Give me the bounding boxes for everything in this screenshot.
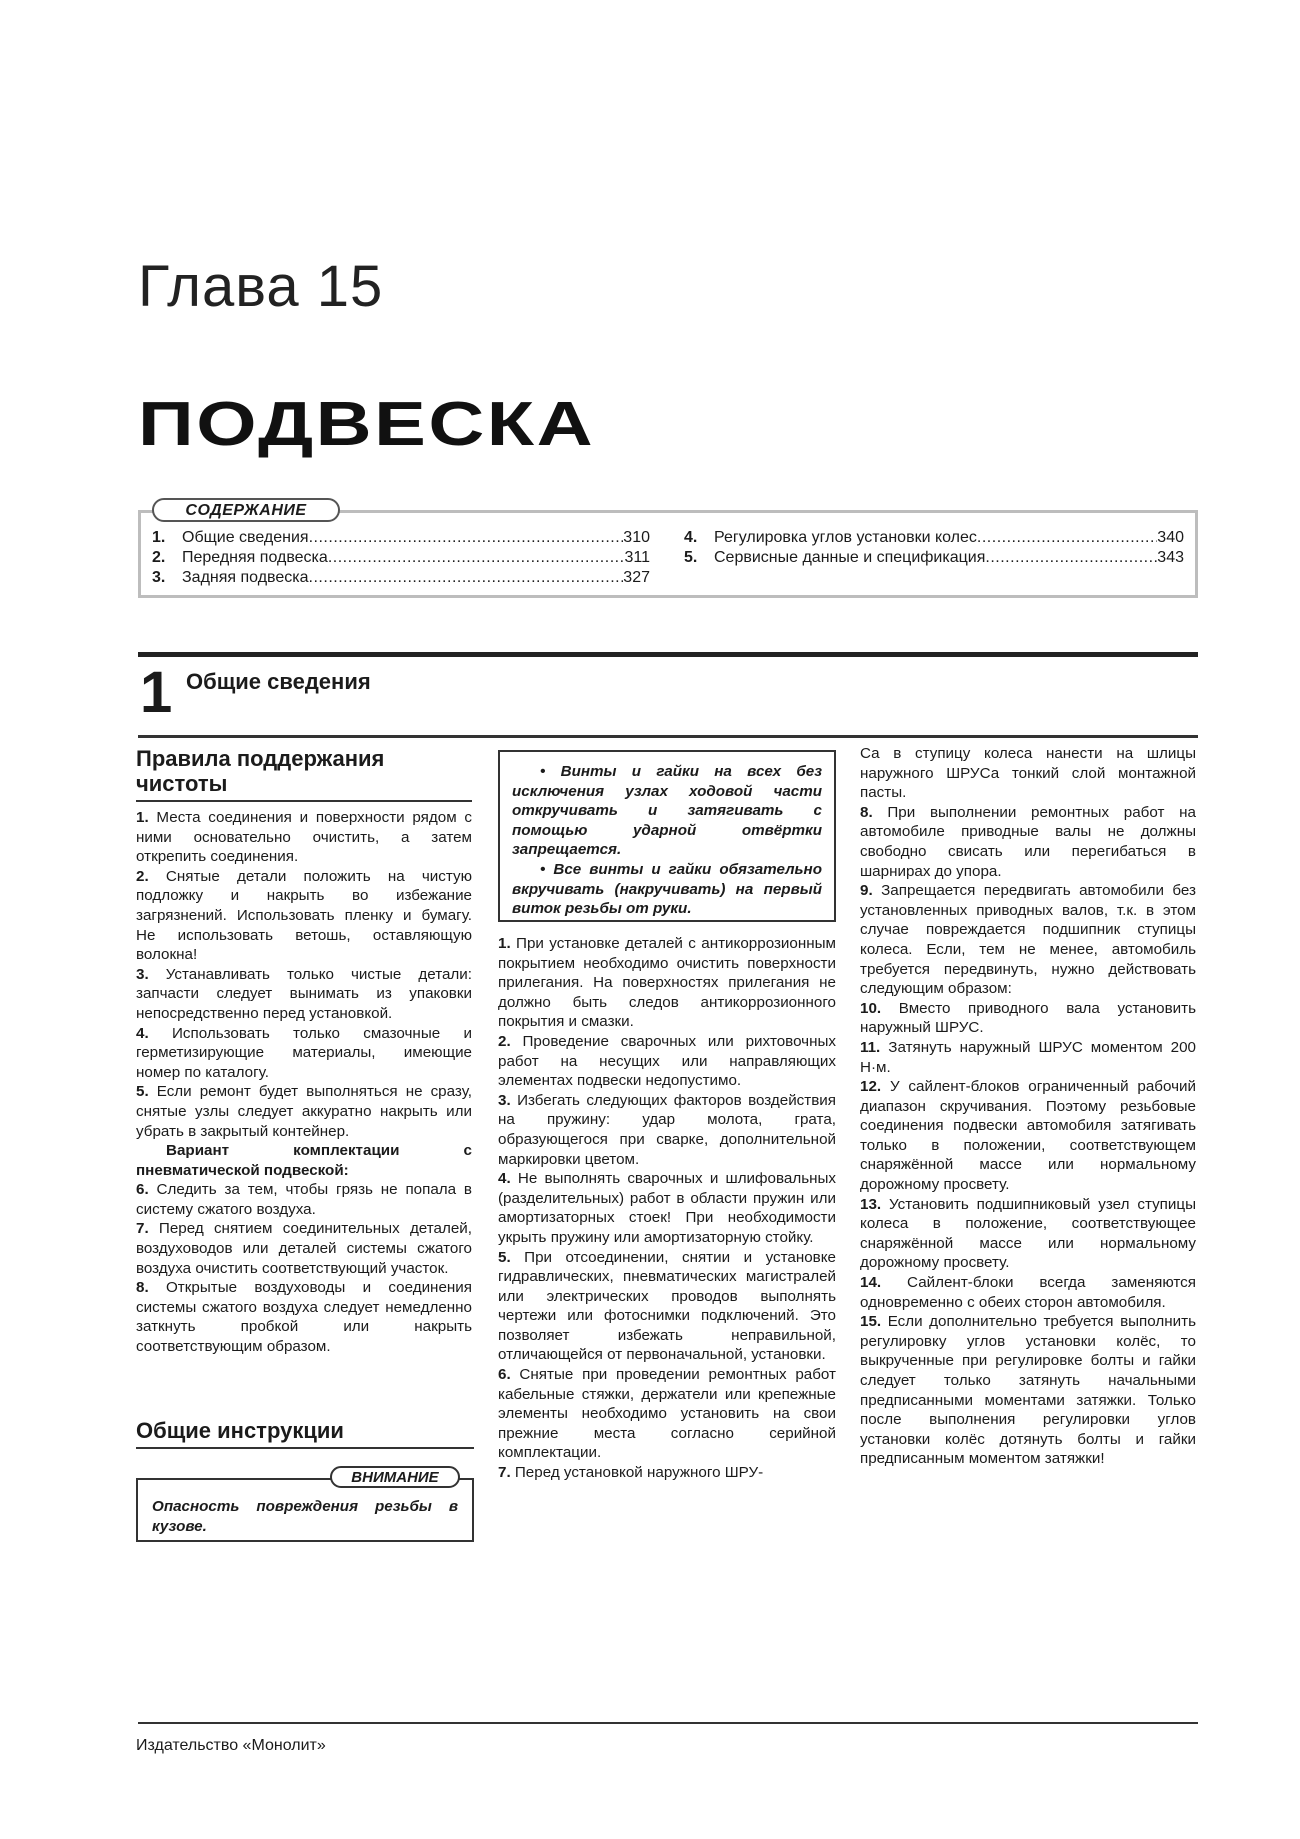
section-rule-bottom [138, 735, 1198, 738]
heading-cleanliness: Правила поддержания чистоты [136, 746, 385, 796]
paragraph: 10. Вместо приводного вала установить наружный ШРУС. [860, 999, 1196, 1037]
paragraph: 9. Запрещается передвигать автомобили без установленных приводных валов, т.к. в этом случае повреждается подшипник ступицы колеса. Если, тем не менее, автомобиль требуется передвинуть, нужно действовать следующим образом: [860, 882, 1196, 998]
paragraph: 1. При установке деталей с антикоррозионным покрытием необходимо очистить поверхности прилегания. На поверхностях прилегания не должно быть следов антикоррозионного покрытия и смазки. [498, 935, 836, 1031]
paragraph: 4. Использовать только смазочные и герметизирующие материалы, имеющие номер по каталогу. [136, 1024, 472, 1081]
toc-leader [985, 548, 1157, 568]
paragraph: 2. Снятые детали положить на чистую подложку и накрыть во избежание загрязнений. Использовать пленку и бумагу. Не использовать ветошь, оставляющую волокна! [136, 867, 472, 964]
section-number: 1 [140, 660, 173, 725]
toc-item: 3. Задняя подвеска ..... 327 [152, 568, 650, 588]
paragraph: 8. Открытые воздуховоды и соединения системы сжатого воздуха следует немедленно заткнуть пробкой или накрыть соответствующим образом. [136, 1279, 472, 1356]
paragraph: 13. Установить подшипниковый узел ступицы колеса в положение, соответствующее снаряжённой массе или нормальному дорожному просвету. [860, 1195, 1196, 1272]
chapter-label: Глава 15 [138, 254, 384, 319]
paragraph: 7. Перед снятием соединительных деталей, воздуховодов или деталей системы сжатого воздуха очистить соответствующий участок. [136, 1220, 472, 1277]
paragraph: 11. Затянуть наружный ШРУС моментом 200 Н·м. [860, 1038, 1196, 1076]
paragraph: 1. Места соединения и поверхности рядом с ними основательно очистить, а затем открепить соединения. [136, 809, 472, 866]
toc-column-left [152, 528, 650, 588]
toc-leader [328, 548, 625, 568]
toc-leader [309, 568, 624, 588]
warning-label: ВНИМАНИЕ [330, 1466, 460, 1488]
notice-bullet: • Винты и гайки на всех без исключения узлах ходовой части откручивать и затягивать с помощью ударной отвёртки запрещается. [512, 763, 822, 859]
paragraph: 12. У сайлент-блоков ограниченный рабочий диапазон скручивания. Поэтому резьбовые соединения подвески автомобиля затягивать только в положении, соответствующем снаряжённой массе или нормальному дорожному просвету. [860, 1078, 1196, 1194]
heading-underline [136, 800, 472, 802]
column-2 [498, 934, 836, 1483]
paragraph: 6. Снятые при проведении ремонтных работ кабельные стяжки, держатели или крепежные элементы необходимо установить на свои прежние места согласно серийной комплектации. [498, 1366, 836, 1462]
publisher-footer: Издательство «Монолит» [136, 1737, 326, 1754]
toc-label: СОДЕРЖАНИЕ [152, 498, 340, 522]
heading-underline [136, 1447, 474, 1449]
paragraph: 6. Следить за тем, чтобы грязь не попала в систему сжатого воздуха. [136, 1181, 472, 1218]
paragraph: 7. Перед установкой наружного ШРУ- [498, 1464, 764, 1482]
chapter-title: ПОДВЕСКА [138, 390, 596, 459]
section-title: Общие сведения [186, 669, 371, 694]
notice-bullet: • Все винты и гайки обязательно вкручивать (накручивать) на первый виток резьбы от руки. [512, 860, 822, 918]
paragraph: 5. При отсоединении, снятии и установке гидравлических, пневматических магистралей или электрических проводов выполнять чертежи или фотоснимки подключений. Это позволяет избежать неправильной, отличающейся от первоначальной, установки. [498, 1248, 836, 1364]
paragraph: 8. При выполнении ремонтных работ на автомобиле приводные валы не должны свободно свисать или перегибаться в шарнирах до упора. [860, 803, 1196, 880]
toc-column-right [684, 528, 1184, 568]
column-1 [136, 746, 472, 1357]
paragraph: 5. Если ремонт будет выполняться не сразу, снятые узлы следует аккуратно накрыть или убрать в закрытый контейнер. [136, 1083, 472, 1140]
warning-text: Опасность повреждения резьбы в кузове. [152, 1498, 458, 1535]
toc-item: 4. Регулировка углов установки колес ..... 340 [684, 528, 1184, 548]
section-rule-top [138, 652, 1198, 657]
toc-item: 1. Общие сведения ..... 310 [152, 528, 650, 548]
toc-leader [977, 528, 1157, 548]
toc-item: 5. Сервисные данные и спецификация ..... 343 [684, 548, 1184, 568]
paragraph: 15. Если дополнительно требуется выполнить регулировку углов установки колёс, то выкрученные при регулировке болты и гайки следует только затянуть начальными предписанными моментами затяжки. Только после выполнения регулировки углов установки колёс дотянуть болты и гайки предписанным моментом затяжки! [860, 1313, 1196, 1468]
column-3 [860, 744, 1196, 1469]
footer-rule [138, 1722, 1198, 1724]
paragraph: 14. Сайлент-блоки всегда заменяются одновременно с обеих сторон автомобиля. [860, 1274, 1196, 1311]
toc-item: 2. Передняя подвеска ..... 311 [152, 548, 650, 568]
heading-general-instructions: Общие инструкции [136, 1418, 344, 1443]
paragraph: 3. Избегать следующих факторов воздействия на пружину: удар молота, грата, образующегося при сварке, дополнительной маркировки цветом. [498, 1091, 836, 1168]
paragraph: 4. Не выполнять сварочных и шлифовальных (разделительных) работ в области пружин или амортизаторных стоек! При необходимости укрыть пружину или амортизаторную стойку. [498, 1170, 836, 1246]
subheading-pneumatic: Вариант комплектации с пневматической подвеской: [136, 1142, 472, 1179]
notice-box [498, 750, 836, 922]
paragraph: 3. Устанавливать только чистые детали: запчасти следует вынимать из упаковки непосредственно перед установкой. [136, 965, 472, 1022]
paragraph: Са в ступицу колеса нанести на шлицы наружного ШРУСа тонкий слой монтажной пасты. [860, 745, 1196, 802]
paragraph: 2. Проведение сварочных или рихтовочных работ на несущих или направляющих элементах подвески недопустимо. [498, 1032, 836, 1090]
toc-leader [309, 528, 624, 548]
